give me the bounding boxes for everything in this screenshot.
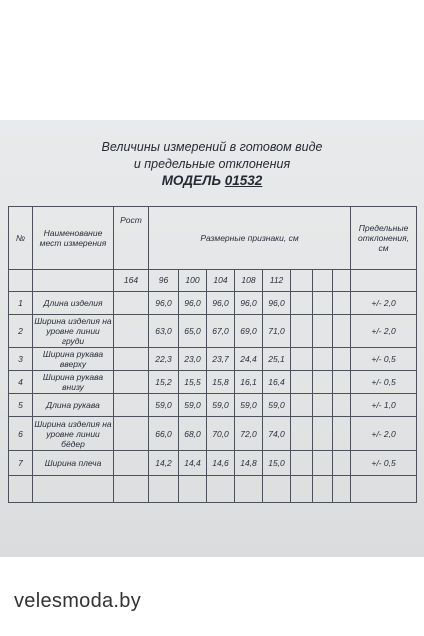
spare-cell (333, 314, 351, 347)
table-row (9, 417, 417, 450)
row-value: 59,0 (235, 394, 263, 417)
model-prefix: МОДЕЛЬ (161, 173, 225, 188)
row-deviation: +/- 0,5 (351, 450, 417, 475)
spare-col-1 (291, 270, 313, 291)
row-value: 22,3 (149, 347, 179, 370)
size-col-1: 96 (149, 270, 179, 291)
empty-cell (179, 475, 207, 502)
row-value: 14,6 (207, 450, 235, 475)
empty-row (9, 475, 417, 502)
row-value: 25,1 (263, 347, 291, 370)
table-row (9, 394, 417, 417)
row-deviation: +/- 2,0 (351, 417, 417, 450)
row-value: 15,8 (207, 371, 235, 394)
table-row (9, 450, 417, 475)
row-value: 16,1 (235, 371, 263, 394)
row-value: 70,0 (207, 417, 235, 450)
size-row-empty-dev (351, 270, 417, 291)
spare-col-2 (313, 270, 333, 291)
spare-cell (333, 394, 351, 417)
empty-cell (207, 475, 235, 502)
header-size-features: Размерные признаки, см (149, 207, 351, 270)
table-row (9, 314, 417, 347)
spare-cell (313, 417, 333, 450)
row-value: 65,0 (179, 314, 207, 347)
empty-cell (263, 475, 291, 502)
empty-cell (9, 475, 33, 502)
row-num: 5 (9, 394, 33, 417)
row-value: 23,7 (207, 347, 235, 370)
header-row (9, 207, 417, 270)
row-value: 15,5 (179, 371, 207, 394)
size-row-empty-num (9, 270, 33, 291)
row-value: 66,0 (149, 417, 179, 450)
row-value: 72,0 (235, 417, 263, 450)
row-value: 59,0 (263, 394, 291, 417)
row-value: 96,0 (149, 291, 179, 314)
spare-cell (291, 394, 313, 417)
row-num: 7 (9, 450, 33, 475)
row-height-cell (114, 417, 149, 450)
spare-cell (333, 417, 351, 450)
empty-cell (351, 475, 417, 502)
row-value: 15,0 (263, 450, 291, 475)
row-height-cell (114, 291, 149, 314)
height-value: 164 (114, 270, 149, 291)
row-height-cell (114, 371, 149, 394)
header-deviation: Предельные отклонения, см (351, 207, 417, 270)
row-value: 74,0 (263, 417, 291, 450)
row-value: 14,2 (149, 450, 179, 475)
spare-cell (313, 371, 333, 394)
site-watermark: velesmoda.by (14, 590, 141, 612)
row-value: 67,0 (207, 314, 235, 347)
spare-col-3 (333, 270, 351, 291)
empty-cell (235, 475, 263, 502)
spare-cell (333, 347, 351, 370)
spare-cell (313, 314, 333, 347)
row-value: 59,0 (149, 394, 179, 417)
spare-cell (313, 347, 333, 370)
title-line-2: и предельные отклонения (133, 157, 291, 171)
row-name: Ширина изделия на уровне линии бёдер (34, 418, 112, 449)
empty-cell (149, 475, 179, 502)
header-height: Рост (114, 207, 149, 270)
spare-cell (291, 417, 313, 450)
spare-cell (313, 291, 333, 314)
spare-cell (313, 394, 333, 417)
row-value: 14,8 (235, 450, 263, 475)
empty-cell (291, 475, 313, 502)
row-value: 96,0 (179, 291, 207, 314)
size-col-3: 104 (207, 270, 235, 291)
row-height-cell (114, 450, 149, 475)
row-name: Ширина рукава внизу (33, 371, 114, 394)
row-height-cell (114, 347, 149, 370)
row-value: 68,0 (179, 417, 207, 450)
row-value: 96,0 (263, 291, 291, 314)
header-num: № (9, 207, 33, 270)
spare-cell (291, 347, 313, 370)
row-value: 14,4 (179, 450, 207, 475)
size-row-empty-name (33, 270, 114, 291)
row-num: 1 (9, 291, 33, 314)
top-white-area (0, 0, 424, 120)
empty-cell (114, 475, 149, 502)
model-number: 01532 (224, 173, 263, 188)
row-deviation: +/- 2,0 (351, 314, 417, 347)
row-value: 16,4 (263, 371, 291, 394)
spare-cell (313, 450, 333, 475)
spare-cell (333, 371, 351, 394)
row-num: 4 (9, 371, 33, 394)
spare-cell (333, 450, 351, 475)
row-deviation: +/- 0,5 (351, 371, 417, 394)
table-row (9, 347, 417, 370)
row-value: 23,0 (179, 347, 207, 370)
row-height-cell (114, 314, 149, 347)
row-value: 63,0 (149, 314, 179, 347)
row-value: 69,0 (235, 314, 263, 347)
measurements-table (8, 206, 417, 503)
size-col-4: 108 (235, 270, 263, 291)
title-line-1: Величины измерений в готовом виде (101, 140, 323, 154)
size-col-5: 112 (263, 270, 291, 291)
row-value: 59,0 (207, 394, 235, 417)
row-name: Длина рукава (33, 394, 114, 417)
row-name: Ширина изделия на уровне линии груди (34, 315, 112, 346)
row-name: Ширина рукава вверху (33, 347, 114, 370)
row-value: 59,0 (179, 394, 207, 417)
row-value: 24,4 (235, 347, 263, 370)
row-value: 96,0 (235, 291, 263, 314)
row-value: 96,0 (207, 291, 235, 314)
spare-cell (333, 291, 351, 314)
row-num: 6 (9, 417, 33, 450)
model-title (0, 173, 424, 188)
row-deviation: +/- 1,0 (351, 394, 417, 417)
row-name: Длина изделия (33, 291, 114, 314)
row-num: 2 (9, 314, 33, 347)
row-deviation: +/- 0,5 (351, 347, 417, 370)
size-row (9, 270, 417, 291)
row-value: 15,2 (149, 371, 179, 394)
empty-cell (33, 475, 114, 502)
size-col-2: 100 (179, 270, 207, 291)
row-value: 71,0 (263, 314, 291, 347)
row-num: 3 (9, 347, 33, 370)
table-row (9, 291, 417, 314)
table-row (9, 371, 417, 394)
empty-cell (313, 475, 333, 502)
spare-cell (291, 291, 313, 314)
spare-cell (291, 314, 313, 347)
row-deviation: +/- 2,0 (351, 291, 417, 314)
empty-cell (333, 475, 351, 502)
spare-cell (291, 450, 313, 475)
spare-cell (291, 371, 313, 394)
header-name: Наименование мест измерения (33, 207, 114, 270)
row-height-cell (114, 394, 149, 417)
row-name: Ширина плеча (33, 450, 114, 475)
